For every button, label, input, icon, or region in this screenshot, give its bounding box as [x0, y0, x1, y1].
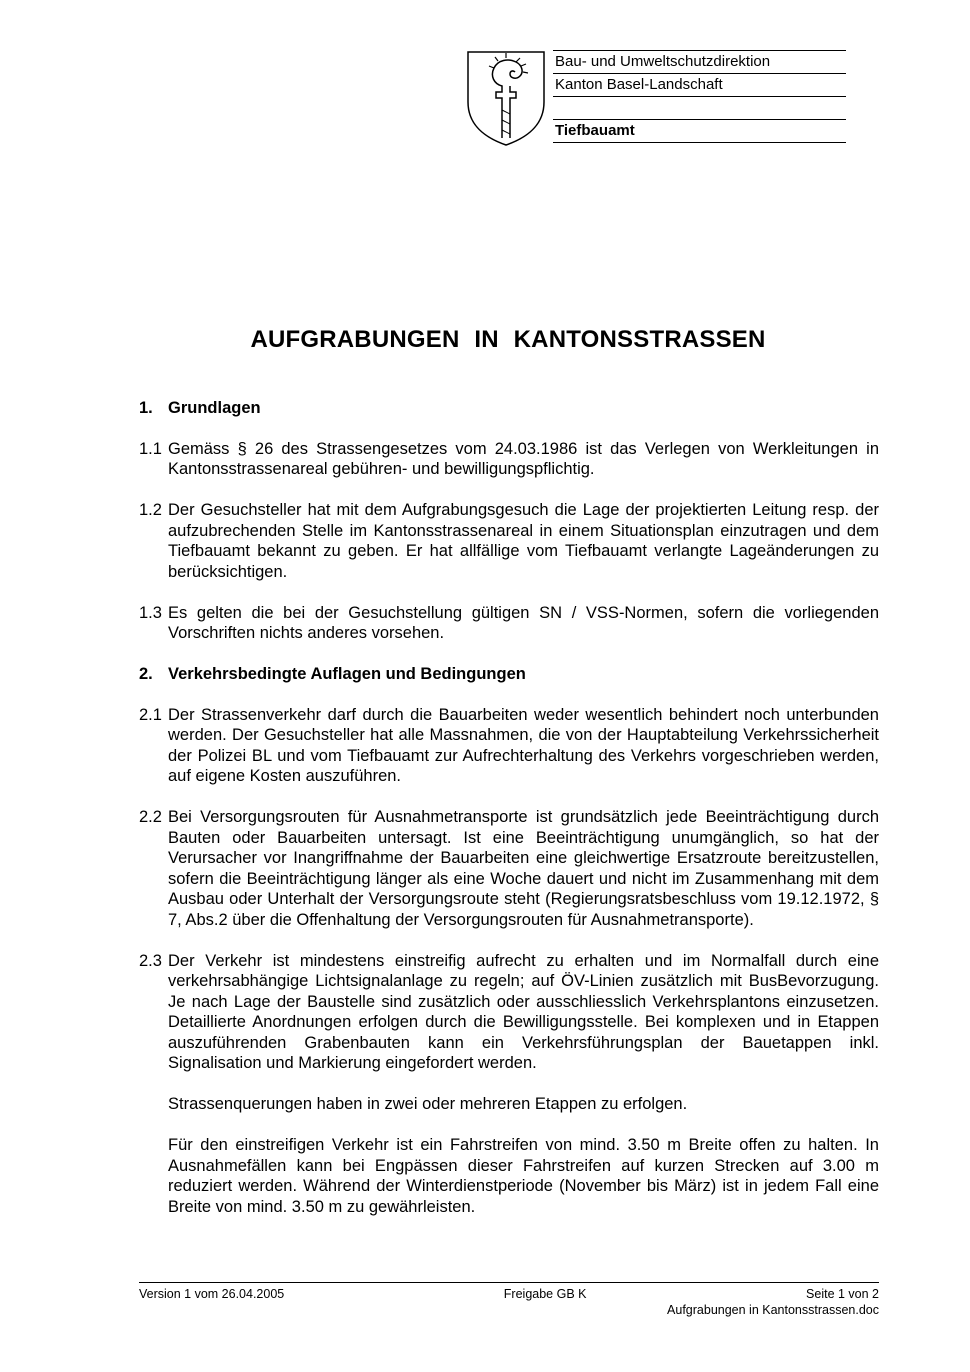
- paragraph: [139, 500, 879, 582]
- paragraph-text: Der Verkehr ist mindestens einstreifig aufrecht zu erhalten und im Normalfall durch eine verkehrsabhängige Lichtsignalanlage zu regeln; auf ÖV-Linien zusätzlich mit BusBevorzugung. Je nach Lage der Baustelle sind zusätzlich oder ausschliesslich Verkehrsplantons einzusetzen. Detaillierte Anordnungen erfolgen durch die Bewilligungsstelle. Bei komplexen und in Etappen auszuführenden Grabenbauten kann ein Verkehrsführungsplan der Bauetappen inkl. Signalisation und Markierung eingefordert werden.: [168, 951, 879, 1072]
- paragraph-text: Der Gesuchsteller hat mit dem Aufgrabungsgesuch die Lage der projektierten Leitung resp. der aufzubrechenden Stelle im Kantonsstrassenareal in einem Situationsplan einzutragen und dem Tiefbauamt bekannt zu geben. Er hat allfällige vom Tiefbauamt verlangte Lageänderungen zu berücksichtigen.: [168, 501, 879, 581]
- directorate-name: Bau- und Umweltschutzdirektion: [553, 50, 846, 73]
- paragraph-text: Gemäss § 26 des Strassengesetzes vom 24.03.1986 ist das Verlegen von Werkleitungen in Kantonsstrassenareal gebühren- und bewilligungspflichtig.: [168, 439, 879, 478]
- coat-of-arms-icon: [466, 50, 546, 146]
- paragraph-text: Bei Versorgungsrouten für Ausnahmetransporte ist grundsätzlich jede Beeinträchtigung durch Bauten oder Bauarbeiten untersagt. Ist eine Beeinträchtigung unumgänglich, so hat der Verursacher vor Inangriffnahme der Bauarbeiten eine gleichwertige Ersatzroute bereitzustellen, sofern die Beeinträchtigung länger als eine Woche dauert und nicht im Zusammenhang mit dem Ausbau oder Unterhalt der Versorgungsroute steht (Regierungsratsbeschluss vom 19.12.1972, § 7, Abs.2 über die Offenhaltung der Versorgungsrouten für Ausnahmetransporte).: [168, 808, 879, 929]
- paragraph: [139, 603, 879, 644]
- paragraph-continuation: Strassenquerungen haben in zwei oder mehreren Etappen zu erfolgen.: [168, 1095, 688, 1113]
- paragraph: [139, 439, 879, 480]
- paragraph-text: Es gelten die bei der Gesuchstellung gültigen SN / VSS-Normen, sofern die vorliegenden Vorschriften nichts anderes vorsehen.: [168, 603, 879, 642]
- canton-name: Kanton Basel-Landschaft: [553, 73, 846, 96]
- page-footer: [139, 1282, 879, 1318]
- document-body: [139, 398, 879, 1238]
- section-number: 1.: [139, 399, 153, 417]
- section-title: Grundlagen: [168, 399, 261, 417]
- footer-release: Freigabe GB K: [503, 1287, 587, 1301]
- section-title: Verkehrsbedingte Auflagen und Bedingungen: [168, 665, 526, 683]
- footer-filename: Aufgrabungen in Kantonsstrassen.doc: [667, 1303, 879, 1317]
- paragraph-number: 2.1: [139, 705, 162, 724]
- paragraph: [139, 951, 879, 1074]
- header-block: [553, 50, 846, 143]
- department-name: Tiefbauamt: [553, 119, 846, 143]
- document-title: AUFGRABUNGEN IN KANTONSSTRASSEN: [250, 326, 766, 353]
- section-heading: [139, 664, 879, 685]
- paragraph-number: 2.2: [139, 808, 162, 826]
- section-heading: [139, 398, 879, 419]
- header-spacer: [553, 96, 846, 119]
- paragraph-number: 1.1: [139, 439, 162, 458]
- paragraph-number: 1.2: [139, 501, 162, 519]
- paragraph-number: 2.3: [139, 951, 162, 970]
- footer-version: Version 1 vom 26.04.2005: [139, 1287, 285, 1301]
- paragraph-text: Der Strassenverkehr darf durch die Bauarbeiten weder wesentlich behindert noch unterbunden werden. Der Gesuchsteller hat alle Massnahmen, die von der Hauptabteilung Verkehrssicherheit der Polizei BL und vom Tiefbauamt zur Aufrechterhaltung des Verkehrs vorgeschrieben werden, auf eigene Kosten auszuführen.: [168, 705, 879, 785]
- paragraph-continuation: Für den einstreifigen Verkehr ist ein Fahrstreifen von mind. 3.50 m Breite offen zu halten. In Ausnahmefällen kann bei Engpässen dieser Fahrstreifen auf kurzen Strecken auf 3.00 m reduziert werden. Während der Winterdienstperiode (November bis März) ist in jedem Fall eine Breite von mind. 3.50 m zu gewährleisten.: [168, 1136, 879, 1216]
- paragraph: [139, 705, 879, 787]
- section-number: 2.: [139, 665, 153, 683]
- paragraph-number: 1.3: [139, 603, 162, 622]
- footer-page-number: Seite 1 von 2: [806, 1287, 879, 1301]
- paragraph: [139, 807, 879, 930]
